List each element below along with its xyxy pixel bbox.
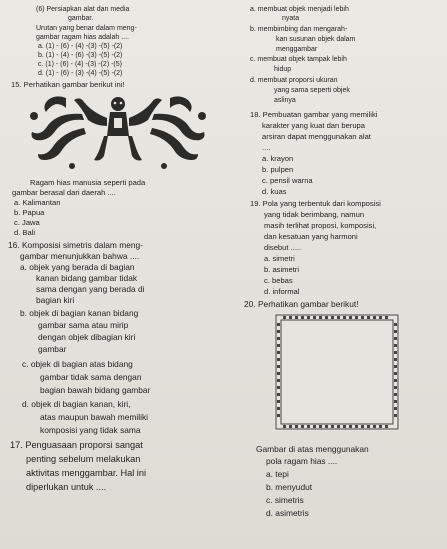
dayak-human-ornament-image [26, 90, 211, 175]
q13-option-a: nyata [282, 15, 300, 22]
q15-caption: Ragam hias manusia seperti pada [30, 178, 146, 187]
q19-line: dan kesatuan yang harmoni [264, 232, 358, 241]
q20-question: pola ragam hias .... [266, 456, 338, 466]
q18-line: arsiran dapat menggunakan alat [262, 132, 371, 141]
q16-option-b: b. objek di bagian kanan bidang [20, 308, 139, 318]
q16-line: gambar menunjukkan bahwa .... [20, 251, 140, 261]
q15-option-a: a. Kalimantan [14, 198, 61, 207]
q18-option-b: b. pulpen [262, 165, 294, 174]
border-ornament-image [274, 313, 400, 431]
q20-option-a: a. tepi [266, 469, 289, 479]
q16-option-a: a. objek yang berada di bagian [20, 262, 135, 272]
q20-question: Gambar di atas menggunakan [256, 444, 369, 454]
q13-option-c: hidup [274, 66, 292, 73]
q16-option-a: kanan bidang gambar tidak [36, 273, 138, 283]
q17-line: aktivitas menggambar. Hal ini [26, 468, 147, 478]
q17-line: 17. Penguasaan proporsi sangat [10, 440, 143, 450]
q13-option-d: aslinya [274, 97, 296, 104]
q14-line: (6) Persiapkan alat dan media [36, 6, 130, 13]
q16-option-b: dengan objek dibagian kiri [38, 332, 136, 342]
q20-option-d: d. asimetris [266, 508, 309, 518]
q19-line: disebut ..... [264, 243, 302, 252]
q19-option-a: a. simetri [264, 254, 295, 263]
q19-line: 19. Pola yang terbentuk dari komposisi [250, 199, 381, 208]
q15-option-b: b. Papua [14, 208, 45, 217]
q16-option-d: d. objek di bagian kanan, kiri, [22, 399, 131, 409]
q19-option-d: d. informal [264, 287, 300, 296]
q13-option-d: d. membuat proporsi ukuran [250, 77, 338, 84]
q13-option-b: b. membimbing dan mengarah- [250, 26, 348, 33]
q16-option-d: komposisi yang tidak sama [40, 425, 141, 435]
q15-option-c: c. Jawa [14, 218, 40, 227]
q13-option-c: c. membuat objek tampak lebih [250, 56, 347, 63]
q15-caption: gambar berasal dari daerah .... [12, 188, 116, 197]
q20-prompt: 20. Perhatikan gambar berikut! [244, 299, 359, 309]
q16-option-a: bagian kiri [36, 295, 75, 305]
q16-line: 16. Komposisi simetris dalam meng- [8, 240, 143, 250]
q16-option-c: gambar tidak sama dengan [40, 372, 142, 382]
q15-option-d: d. Bali [14, 228, 36, 237]
q18-line: karakter yang kuat dan berupa [262, 121, 366, 130]
q18-option-c: c. pensil warna [262, 176, 313, 185]
q16-option-c: bagian bawah bidang gambar [40, 385, 151, 395]
q13-option-b: kan susunan objek dalam [276, 36, 356, 43]
q16-option-a: sama dengan yang berada di [36, 284, 145, 294]
q19-option-c: c. bebas [264, 276, 293, 285]
q16-option-b: gambar [38, 344, 67, 354]
q17-line: penting sebelum melakukan [26, 454, 141, 464]
q14-option-a: a. (1) - (6) - (4) -(3) -(5) -(2) [38, 43, 123, 50]
q13-option-a: a. membuat objek menjadi lebih [250, 6, 349, 13]
q14-option-c: c. (1) - (6) - (4) -(3) -(2) -(5) [38, 61, 122, 68]
q14-line: Urutan yang benar dalam meng- [36, 25, 137, 32]
q13-option-b: menggambar [276, 46, 318, 53]
q19-line: masih terlihat proposi, komposisi, [264, 221, 377, 230]
q19-line: yang tidak berimbang, namun [264, 210, 365, 219]
q16-option-b: gambar sama atau mirip [38, 320, 129, 330]
q16-option-c: c. objek di bagian atas bidang [22, 359, 133, 369]
q18-line: .... [262, 143, 271, 152]
q16-option-d: atas maupun bawah memiliki [40, 412, 148, 422]
q18-option-d: d. kuas [262, 187, 287, 196]
q20-option-b: b. menyudut [266, 482, 313, 492]
q20-option-c: c. simetris [266, 495, 304, 505]
q17-line: diperlukan untuk .... [26, 482, 107, 492]
q13-option-d: yang sama seperti objek [274, 87, 350, 94]
q18-line: 18. Pembuatan gambar yang memiliki [250, 110, 378, 119]
q15-prompt: 15. Perhatikan gambar berikut ini! [11, 80, 125, 89]
q14-option-b: b. (1) - (4) - (6) -(3) -(5) -(2) [38, 52, 123, 59]
q14-option-d: d. (1) - (6) - (3) -(4) -(5) -(2) [38, 70, 123, 77]
q19-option-b: b. asimetri [264, 265, 300, 274]
q14-line: gambar ragam hias adalah .... [36, 34, 129, 41]
q14-line: gambar. [68, 15, 94, 22]
q18-option-a: a. krayon [262, 154, 294, 163]
